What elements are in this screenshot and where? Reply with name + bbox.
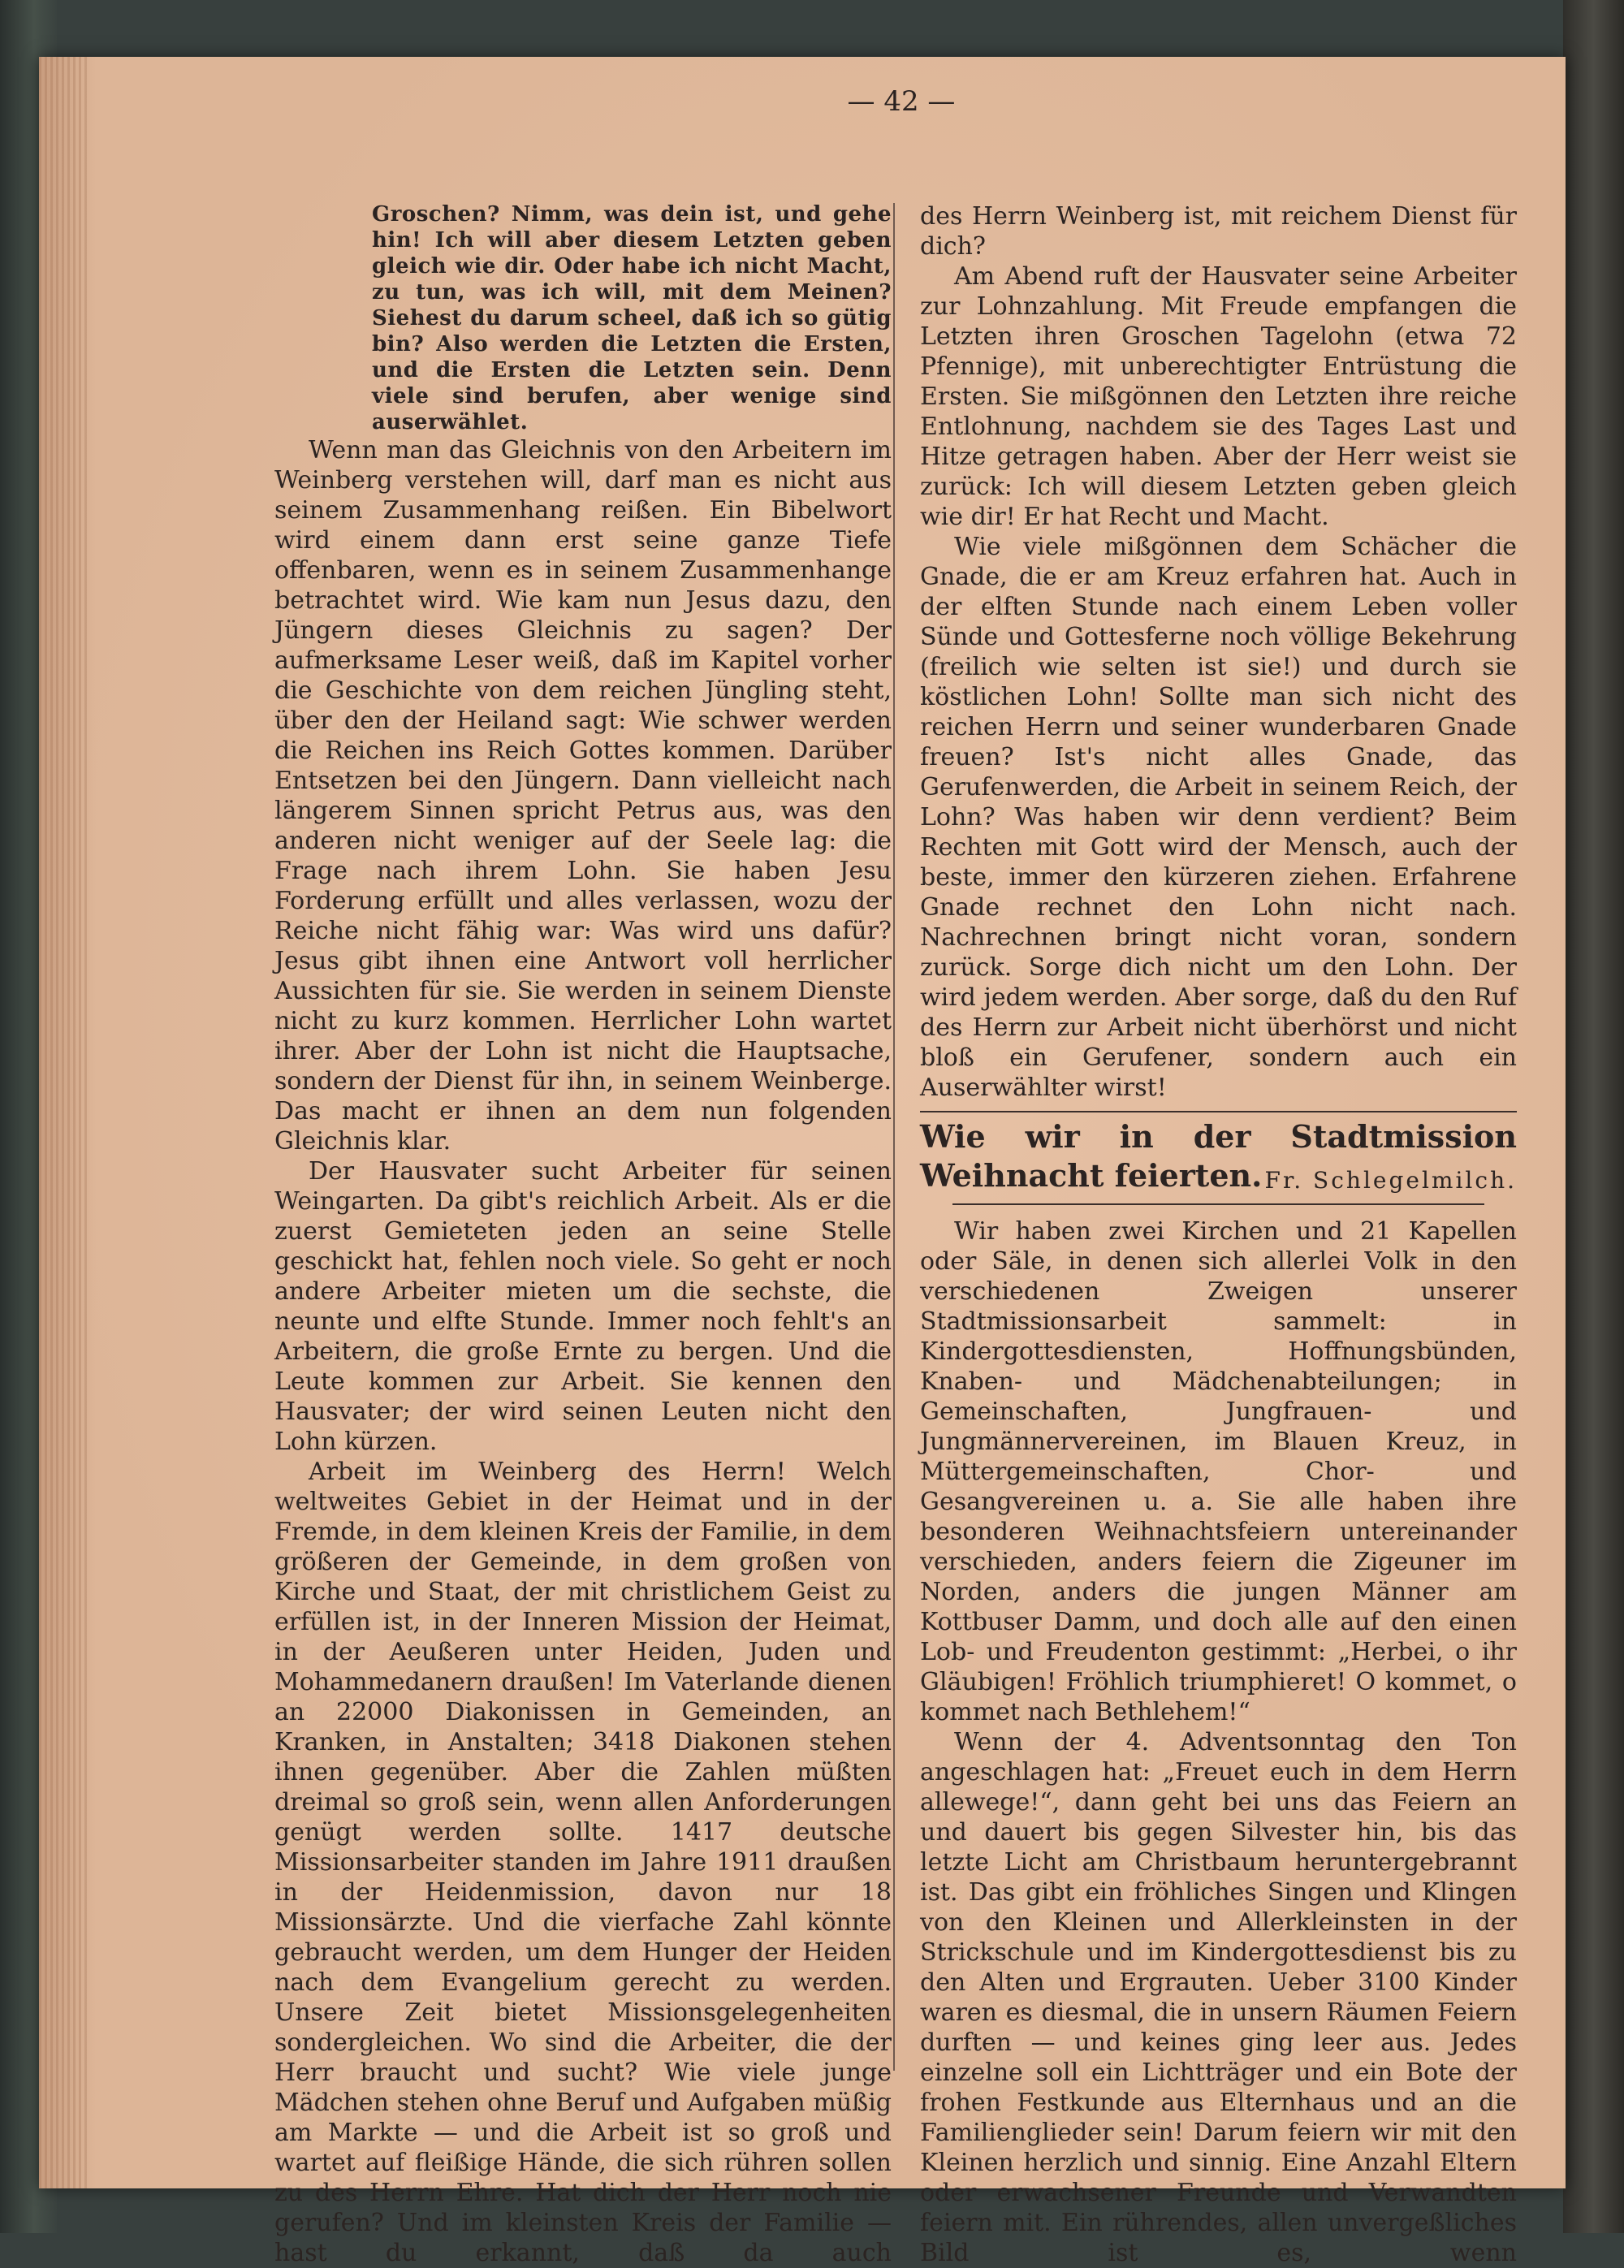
paragraph: Arbeit im Weinberg des Herrn! Welch weltweites Gebiet in der Heimat und in der Fremde, in dem kleinen Kreis der Familie, in dem größeren der Gemeinde, in dem großen von Kirche und Staat, der mit christlichem Geist zu erfüllen ist, in der Inneren Mission der Heimat, in der Aeußeren unter Heiden, Juden und Mohammedanern draußen! Im Vaterlande dienen an 22000 Diakonissen in Gemeinden, an Kranken, in Anstalten; 3418 Diakonen stehen ihnen gegenüber. Aber die Zahlen müßten dreimal so groß sein, wenn allen Anforderungen genügt werden sollte. 1417 deutsche Missionsarbeiter standen im Jahre 1911 draußen in der Heidenmission, davon nur 18 Missionsärzte. Und die vierfache Zahl könnte gebraucht werden, um dem Hunger der Heiden nach dem Evangelium gerecht zu werden. Unsere Zeit bietet Missionsgelegenheiten sondergleichen. Wo sind die Arbeiter, die der Herr braucht und sucht? Wie viele junge Mädchen stehen ohne Beruf und Aufgaben müßig am Markte — und die Arbeit ist so groß und wartet auf fleißige Hände, die sich rühren sollen zu des Herrn Ehre. Hat dich der Herr noch nie gerufen? Und im kleinsten Kreis der Familie — hast du erkannt, daß da auch [274, 1458, 892, 2267]
article-title: Wie wir in der Stadtmission Weihnacht feierten. [920, 1118, 1517, 1194]
paragraph: Wir haben zwei Kirchen und 21 Kapellen oder Säle, in denen sich allerlei Volk in den verschiedenen Zweigen unserer Stadtmissionsarbeit sammelt: in Kindergottesdiensten, Hoffnungsbünden, Knaben- und Mädchenabteilungen; in Gemeinschaften, Jungfrauen- und Jungmännervereinen, im Blauen Kreuz, in Müttergemeinschaften, Chor- und Gesangvereinen u. a. Sie alle haben ihre besonderen Weihnachtsfeiern untereinander verschieden, anders feiern die Zigeuner im Norden, anders die jungen Männer am Kottbuser Damm, und doch alle auf den einen Lob- und Freudenton gestimmt: „Herbei, o ihr Gläubigen! Fröhlich triumphieret! O kommet, o kommet nach Bethlehem!“ [920, 1217, 1517, 1726]
article-heading [920, 1117, 1517, 1195]
left-column [274, 201, 892, 2267]
paragraph: Wie viele mißgönnen dem Schächer die Gnade, die er am Kreuz erfahren hat. Auch in der elften Stunde nach einem Leben voller Sünde und Gottesferne noch völlige Bekehrung (freilich wie selten ist sie!) und durch sie köstlichen Lohn! Sollte man sich nicht des reichen Herrn und seiner wunderbaren Gnade freuen? Ist's nicht alles Gnade, das Gerufenwerden, die Arbeit in seinem Reich, der Lohn? Was haben wir denn verdient? Beim Rechten mit Gott wird der Mensch, auch der beste, immer den kürzeren ziehen. Erfahrene Gnade rechnet den Lohn nicht nach. Nachrechnen bringt nicht voran, sondern zurück. Sorge dich nicht um den Lohn. Der wird jedem werden. Aber sorge, daß du den Ruf des Herrn zur Arbeit nicht überhörst und nicht bloß ein Gerufener, sondern auch ein Auserwählter wirst! [920, 533, 1517, 1102]
section-rule [920, 1111, 1517, 1112]
right-column [920, 201, 1517, 2267]
page-edges [39, 57, 88, 2188]
book-binding-right [1563, 0, 1624, 2233]
article-author: Fr. Schlegelmilch. [1264, 1167, 1517, 1194]
paragraph: Am Abend ruft der Hausvater seine Arbeiter zur Lohnzahlung. Mit Freude empfangen die Letzten ihren Groschen Tagelohn (etwa 72 Pfennige), mit unberechtigter Entrüstung die Ersten. Sie mißgönnen den Letzten ihre reiche Entlohnung, nachdem sie des Tages Last und Hitze getragen haben. Aber der Herr weist sie zurück: Ich will diesem Letzten geben gleich wie dir! Er hat Recht und Macht. [920, 262, 1517, 531]
column-divider [893, 203, 895, 2071]
scripture-quote: Groschen? Nimm, was dein ist, und gehe hin! Ich will aber diesem Letzten geben gleich wie dir. Oder habe ich nicht Macht, zu tun, was ich will, mit dem Meinen? Siehest du darum scheel, daß ich so gütig bin? Also werden die Letzten die Ersten, und die Ersten die Letzten sein. Denn viele sind berufen, aber wenige sind auserwählet. [372, 202, 892, 434]
paragraph: Wenn der 4. Adventsonntag den Ton angeschlagen hat: „Freuet euch in dem Herrn allewege!“, dann geht bei uns das Feiern an und dauert bis gegen Silvester hin, bis das letzte Licht am Christbaum heruntergebrannt ist. Das gibt ein fröhliches Singen und Klingen von den Kleinen und Allerkleinsten in der Strickschule und im Kindergottesdienst bis zu den Alten und Ergrauten. Ueber 3100 Kinder waren es diesmal, die in unsern Räumen Feiern durften — und keines ging leer aus. Jedes einzelne soll ein Lichtträger und ein Bote der frohen Festkunde aus Elternhaus und an die Familienglieder sein! Darum feiern wir mit den Kleinen herzlich und sinnig. Eine Anzahl Eltern oder erwachsener Freunde und Verwandten feiern mit. Ein rührendes, allen unvergeßliches Bild ist es, wenn [920, 1728, 1517, 2267]
paragraph: des Herrn Weinberg ist, mit reichem Dienst für dich? [920, 202, 1517, 261]
page-number: — 42 — [847, 85, 956, 118]
paragraph: Wenn man das Gleichnis von den Arbeitern im Weinberg verstehen will, darf man es nicht aus seinem Zusammenhang reißen. Ein Bibelwort wird einem dann erst seine ganze Tiefe offenbaren, wenn es in seinem Zusammenhange betrachtet wird. Wie kam nun Jesus dazu, den Jüngern dieses Gleichnis zu sagen? Der aufmerksame Leser weiß, daß im Kapitel vorher die Geschichte von dem reichen Jüngling steht, über den der Heiland sagt: Wie schwer werden die Reichen ins Reich Gottes kommen. Darüber Entsetzen bei den Jüngern. Dann vielleicht nach längerem Sinnen spricht Petrus aus, was den anderen nicht weniger auf der Seele lag: die Frage nach ihrem Lohn. Sie haben Jesu Forderung erfüllt und alles verlassen, wozu der Reiche nicht fähig war: Was wird uns dafür? Jesus gibt ihnen eine Antwort voll herrlicher Aussichten für sie. Sie werden in seinem Dienste nicht zu kurz kommen. Herrlicher Lohn wartet ihrer. Aber der Lohn ist nicht die Hauptsache, sondern der Dienst für ihn, in seinem Weinberge. Das macht er ihnen an dem nun folgenden Gleichnis klar. [274, 436, 892, 1156]
paragraph: Der Hausvater sucht Arbeiter für seinen Weingarten. Da gibt's reichlich Arbeit. Als er die zuerst Gemieteten jeden an seine Stelle geschickt hat, fehlen noch viele. So geht er noch andere Arbeiter mieten um die sechste, die neunte und elfte Stunde. Immer noch fehlt's an Arbeitern, die große Ernte zu bergen. Und die Leute kommen zur Arbeit. Sie kennen den Hausvater; der wird seinen Leuten nicht den Lohn kürzen. [274, 1157, 892, 1456]
heading-rule [952, 1203, 1484, 1205]
